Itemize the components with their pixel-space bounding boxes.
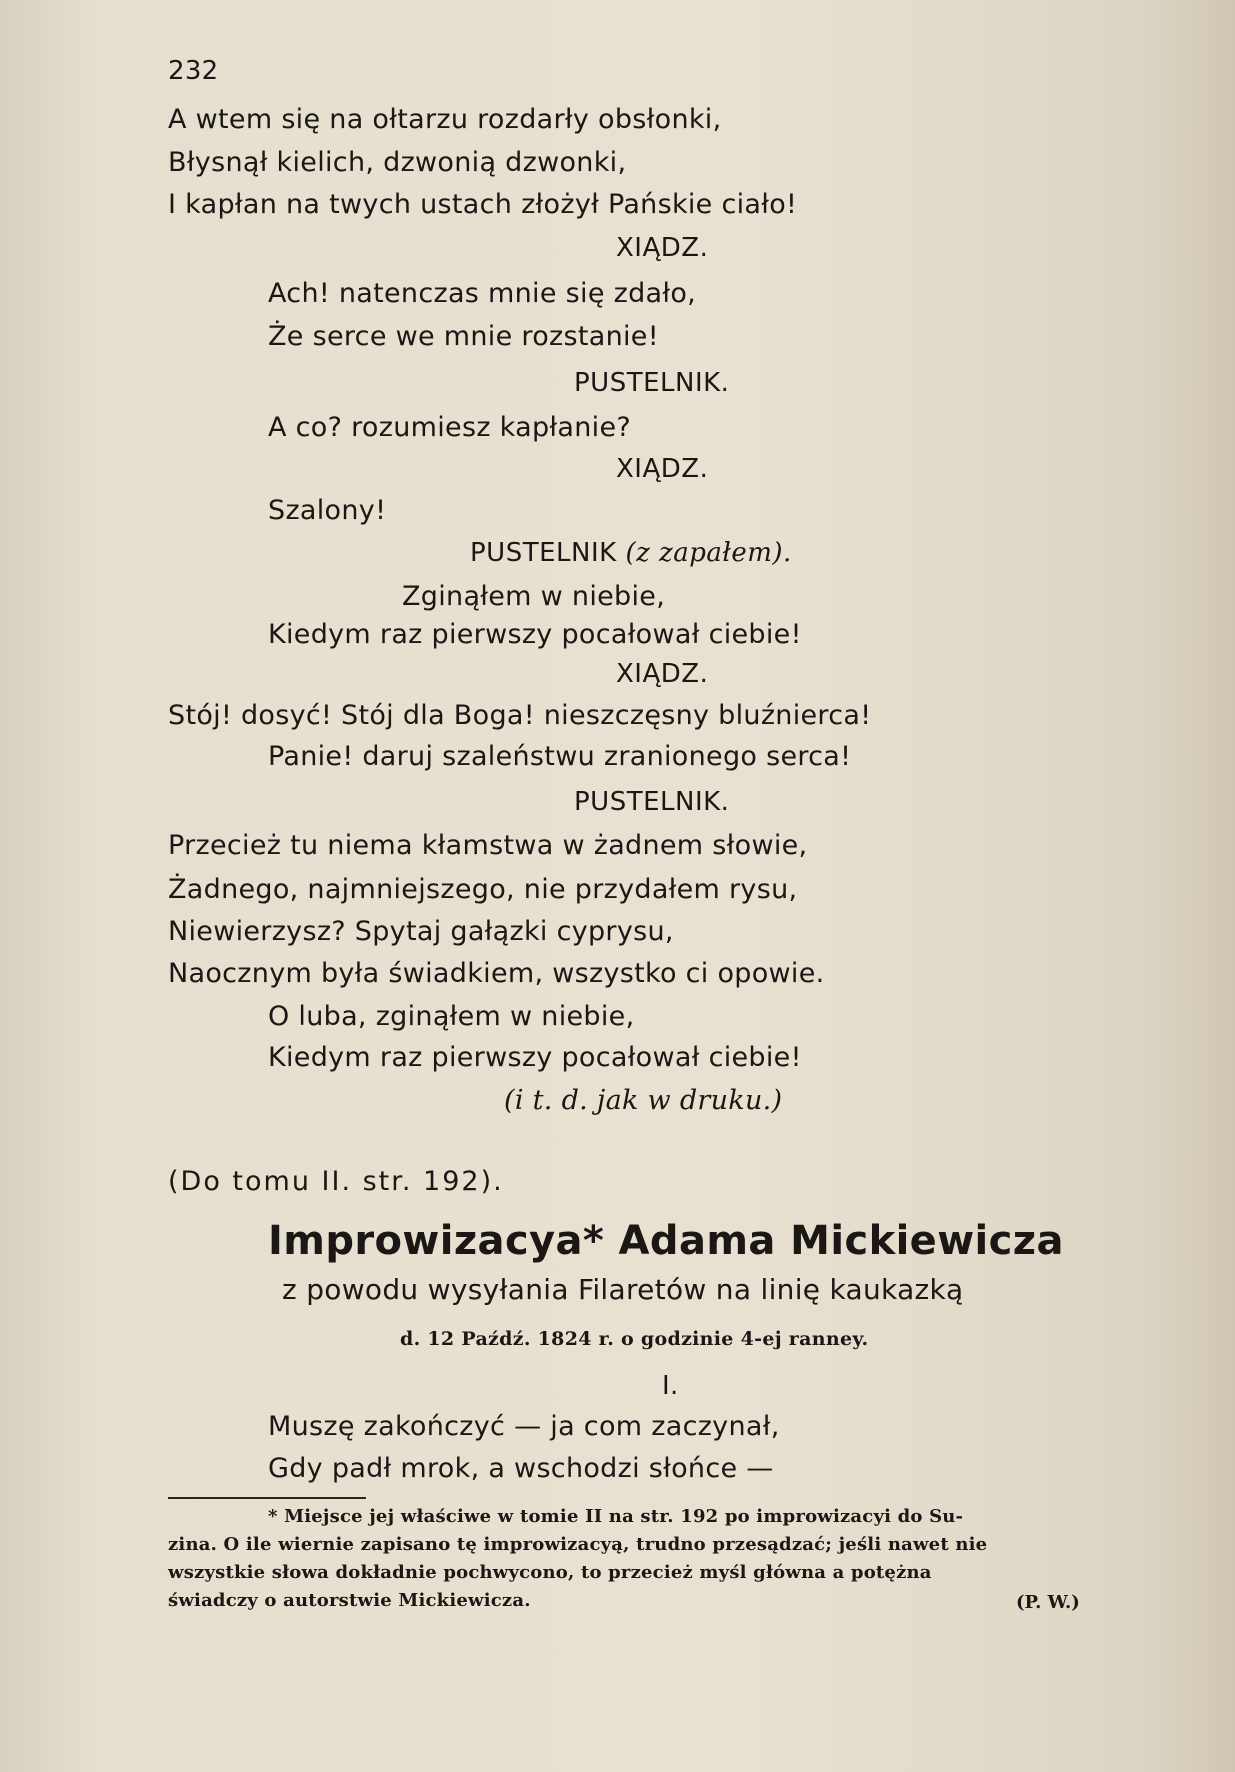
stage-direction: (z zapałem). xyxy=(625,538,792,568)
verse-line: Naocznym była świadkiem, wszystko ci opowie. xyxy=(168,958,825,989)
verse-line: Zginąłem w niebie, xyxy=(402,581,666,612)
page-number: 232 xyxy=(168,56,219,86)
speaker-name xyxy=(470,540,792,566)
speaker-name: XIĄDZ. xyxy=(616,233,709,263)
poem-subtitle: z powodu wysyłania Filaretów na linię kaukazką xyxy=(282,1273,964,1306)
verse-line: Że serce we mnie rozstanie! xyxy=(268,321,659,352)
verse-line: O luba, zginąłem w niebie, xyxy=(268,1001,635,1032)
footnote-signature: (P. W.) xyxy=(1016,1592,1080,1613)
section-number: I. xyxy=(662,1371,679,1401)
poem-dateline: d. 12 Paźdź. 1824 r. o godzinie 4-ej ranney. xyxy=(400,1328,869,1350)
speaker-name: XIĄDZ. xyxy=(616,659,709,689)
footnote-line: * Miejsce jej właściwe w tomie II na str. 192 po improwizacyi do Su- xyxy=(268,1506,964,1527)
verse-line: Muszę zakończyć — ja com zaczynał, xyxy=(268,1411,780,1442)
speaker-name: XIĄDZ. xyxy=(616,454,709,484)
verse-line: A co? rozumiesz kapłanie? xyxy=(268,412,631,443)
verse-line: I kapłan na twych ustach złożył Pańskie ciało! xyxy=(168,189,798,220)
verse-line: Przecież tu niema kłamstwa w żadnem słowie, xyxy=(168,830,808,861)
verse-line: Kiedym raz pierwszy pocałował ciebie! xyxy=(268,1042,802,1073)
verse-line: Niewierzysz? Spytaj gałązki cyprysu, xyxy=(168,916,674,947)
verse-line: Szalony! xyxy=(268,495,387,526)
speaker-label: PUSTELNIK xyxy=(470,538,617,568)
verse-line: Stój! dosyć! Stój dla Boga! nieszczęsny bluźnierca! xyxy=(168,700,872,731)
footnote-line: wszystkie słowa dokładnie pochwycono, to przecież myśl główna a potężna xyxy=(168,1562,932,1583)
speaker-name: PUSTELNIK. xyxy=(574,787,730,817)
footnote-rule xyxy=(168,1497,366,1499)
verse-line: Panie! daruj szaleństwu zranionego serca! xyxy=(268,741,852,772)
verse-line: Żadnego, najmniejszego, nie przydałem rysu, xyxy=(168,874,798,905)
poem-title: Improwizacya* Adama Mickiewicza xyxy=(268,1218,1064,1264)
volume-reference: (Do tomu II. str. 192). xyxy=(168,1166,504,1197)
verse-line: Kiedym raz pierwszy pocałował ciebie! xyxy=(268,619,802,650)
footnote-line: świadczy o autorstwie Mickiewicza. xyxy=(168,1590,531,1611)
editorial-note: (i t. d. jak w druku.) xyxy=(504,1085,783,1116)
verse-line: Gdy padł mrok, a wschodzi słońce — xyxy=(268,1453,774,1484)
verse-line: Ach! natenczas mnie się zdało, xyxy=(268,278,697,309)
footnote-line: zina. O ile wiernie zapisano tę improwizacyą, trudno przesądzać; jeśli nawet nie xyxy=(168,1534,988,1555)
speaker-name: PUSTELNIK. xyxy=(574,368,730,398)
verse-line: A wtem się na ołtarzu rozdarły obsłonki, xyxy=(168,104,722,135)
verse-line: Błysnął kielich, dzwonią dzwonki, xyxy=(168,147,627,178)
